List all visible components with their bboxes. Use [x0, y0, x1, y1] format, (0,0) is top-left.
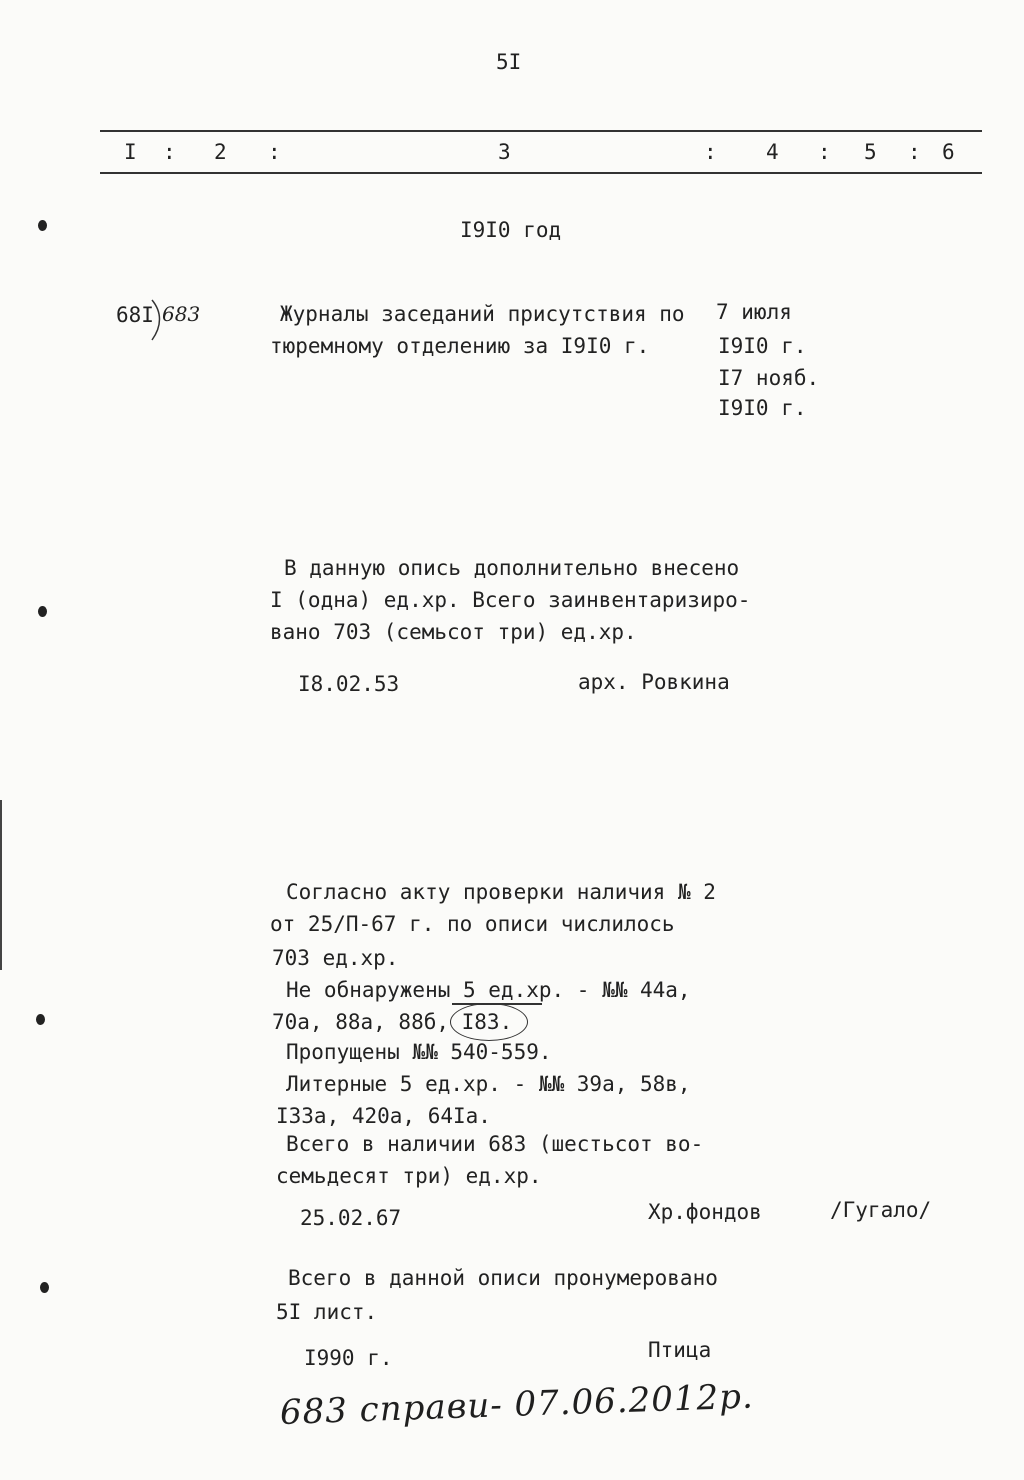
note-name: /Гугало/ [830, 1198, 932, 1222]
column-separator: : [818, 140, 831, 164]
note-line: 703 ед.хр. [272, 946, 399, 970]
handwritten-footer: 683 справи- 07.06.2012р. [279, 1376, 755, 1433]
header-bottom-rule [100, 172, 982, 174]
entry-title-line: тюремному отделению за I9I0 г. [270, 334, 650, 358]
note-line: I33а, 420а, 64Iа. [276, 1104, 491, 1128]
column-6: 6 [942, 140, 955, 164]
note-line: В данную опись дополнительно внесено [284, 556, 740, 580]
entry-number: 68I [116, 303, 154, 327]
year-heading: I9I0 год [460, 218, 562, 242]
column-separator: : [704, 140, 717, 164]
note-line: Согласно акту проверки наличия № 2 [286, 880, 716, 904]
entry-date-line: I7 нояб. [718, 366, 820, 390]
scan-edge [0, 800, 2, 970]
note-line: семьдесят три) ед.хр. [276, 1164, 542, 1188]
note-line: Всего в наличии 683 (шестьсот во- [286, 1132, 704, 1156]
entry-date-line: 7 июля [716, 300, 792, 324]
note-date: I8.02.53 [298, 672, 400, 696]
binding-hole-mark [36, 1014, 45, 1025]
note-line: вано 703 (семьсот три) ед.хр. [270, 620, 637, 644]
note-signature: Птица [648, 1338, 712, 1362]
note-line: 70а, 88а, 88б, I83. [272, 1010, 513, 1034]
column-1: I [124, 140, 137, 164]
note-date: I990 г. [304, 1346, 393, 1370]
column-5: 5 [864, 140, 877, 164]
note-line: Литерные 5 ед.хр. - №№ 39а, 58в, [286, 1072, 691, 1096]
column-separator: : [908, 140, 921, 164]
circled-number-mark [450, 1003, 528, 1041]
column-separator: : [163, 140, 176, 164]
header-top-rule [100, 130, 982, 132]
entry-date-line: I9I0 г. [718, 334, 807, 358]
handwritten-entry-number: 683 [162, 302, 201, 326]
note-position: Хр.фондов [648, 1200, 762, 1224]
binding-hole-mark [38, 220, 47, 231]
column-4: 4 [766, 140, 779, 164]
column-separator: : [268, 140, 281, 164]
note-line: 5I лист. [276, 1300, 378, 1324]
note-line: Не обнаружены 5 ед.хр. - №№ 44а, [286, 978, 691, 1002]
page-number: 5I [496, 50, 522, 74]
entry-date-line: I9I0 г. [718, 396, 807, 420]
column-3: 3 [498, 140, 511, 164]
entry-title-line: Журналы заседаний присутствия по [280, 302, 685, 326]
column-2: 2 [214, 140, 227, 164]
binding-hole-mark [40, 1282, 49, 1293]
note-line: от 25/П-67 г. по описи числилось [270, 912, 675, 936]
note-line: I (одна) ед.хр. Всего заинвентаризиро- [270, 588, 751, 612]
note-line: Всего в данной описи пронумеровано [288, 1266, 718, 1290]
note-line: Пропущены №№ 540-559. [286, 1040, 552, 1064]
note-signature: арх. Ровкина [578, 670, 730, 694]
note-date: 25.02.67 [300, 1206, 402, 1230]
binding-hole-mark [38, 606, 47, 617]
